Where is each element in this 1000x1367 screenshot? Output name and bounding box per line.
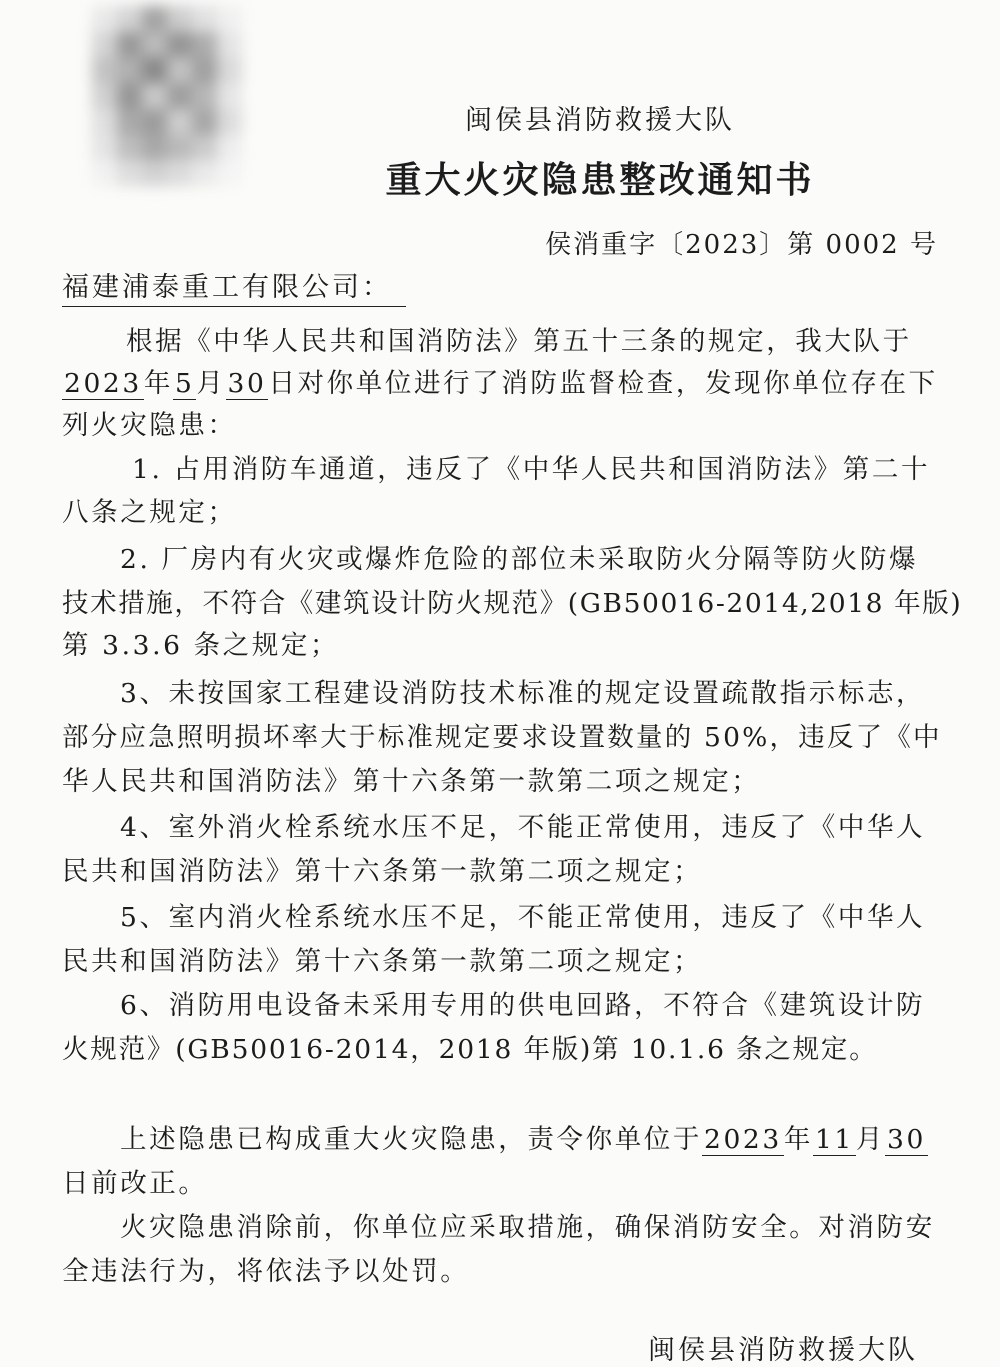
- inspection-year: 2023: [64, 368, 142, 399]
- document-title: 重大火灾隐患整改通知书: [385, 159, 815, 201]
- item-3-line-3: 华人民共和国消防法》第十六条第一款第二项之规定；: [62, 766, 761, 797]
- deadline-year: 2023: [704, 1124, 782, 1155]
- order-text: 上述隐患已构成重大火灾隐患，责令你单位于: [120, 1124, 702, 1155]
- item-1-line-1: 1. 占用消防车通道，违反了《中华人民共和国消防法》第二十: [132, 454, 931, 485]
- month-label: 月: [196, 368, 226, 399]
- signature-org: 闽侯县消防救援大队: [648, 1335, 918, 1366]
- item-5-line-1: 5、室内消火栓系统水压不足，不能正常使用，违反了《中华人: [120, 902, 926, 933]
- item-6-line-2: 火规范》(GB50016-2014，2018 年版)第 10.1.6 条之规定。: [62, 1034, 878, 1065]
- item-2-line-3: 第 3.3.6 条之规定；: [62, 630, 340, 661]
- item-5-line-2: 民共和国消防法》第十六条第一款第二项之规定；: [62, 946, 703, 977]
- item-4-line-1: 4、室外消火栓系统水压不足，不能正常使用，违反了《中华人: [120, 812, 926, 843]
- order-line-2: 日前改正。: [62, 1168, 208, 1199]
- year-label: 年: [143, 368, 173, 399]
- intro-line-2-rest: 日对你单位进行了消防监督检查，发现你单位存在下: [268, 368, 938, 399]
- deadline-month-label: 月: [855, 1124, 885, 1155]
- deadline-month: 11: [814, 1124, 854, 1155]
- document-number: 侯消重字〔2023〕第 0002 号: [545, 230, 938, 260]
- item-2-line-2: 技术措施，不符合《建筑设计防火规范》(GB50016-2014,2018 年版): [62, 588, 963, 619]
- intro-line-3: 列火灾隐患：: [62, 410, 237, 441]
- deadline-year-label: 年: [783, 1124, 813, 1155]
- inspection-day: 30: [227, 368, 267, 399]
- item-3-line-1: 3、未按国家工程建设消防技术标准的规定设置疏散指示标志，: [120, 678, 926, 709]
- item-1-line-2: 八条之规定；: [62, 497, 237, 528]
- item-3-line-2: 部分应急照明损坏率大于标准规定要求设置数量的 50%，违反了《中: [62, 722, 942, 753]
- item-6-line-1: 6、消防用电设备未采用专用的供电回路，不符合《建筑设计防: [120, 990, 926, 1021]
- warning-line-2: 全违法行为，将依法予以处罚。: [62, 1256, 470, 1287]
- intro-line-2: [62, 364, 938, 404]
- inspection-month: 5: [174, 368, 195, 399]
- issuing-org-header: 闽侯县消防救援大队: [465, 105, 735, 136]
- deadline-day: 30: [886, 1124, 926, 1155]
- item-4-line-2: 民共和国消防法》第十六条第一款第二项之规定；: [62, 856, 703, 887]
- recipient-company: 福建浦泰重工有限公司：: [62, 270, 406, 307]
- item-2-line-1: 2. 厂房内有火灾或爆炸危险的部位未采取防火分隔等防火防爆: [120, 544, 919, 575]
- intro-line-1: 根据《中华人民共和国消防法》第五十三条的规定，我大队于: [126, 326, 912, 357]
- warning-line-1: 火灾隐患消除前，你单位应采取措施，确保消防安全。对消防安: [120, 1212, 935, 1243]
- order-line-1: [62, 1120, 938, 1160]
